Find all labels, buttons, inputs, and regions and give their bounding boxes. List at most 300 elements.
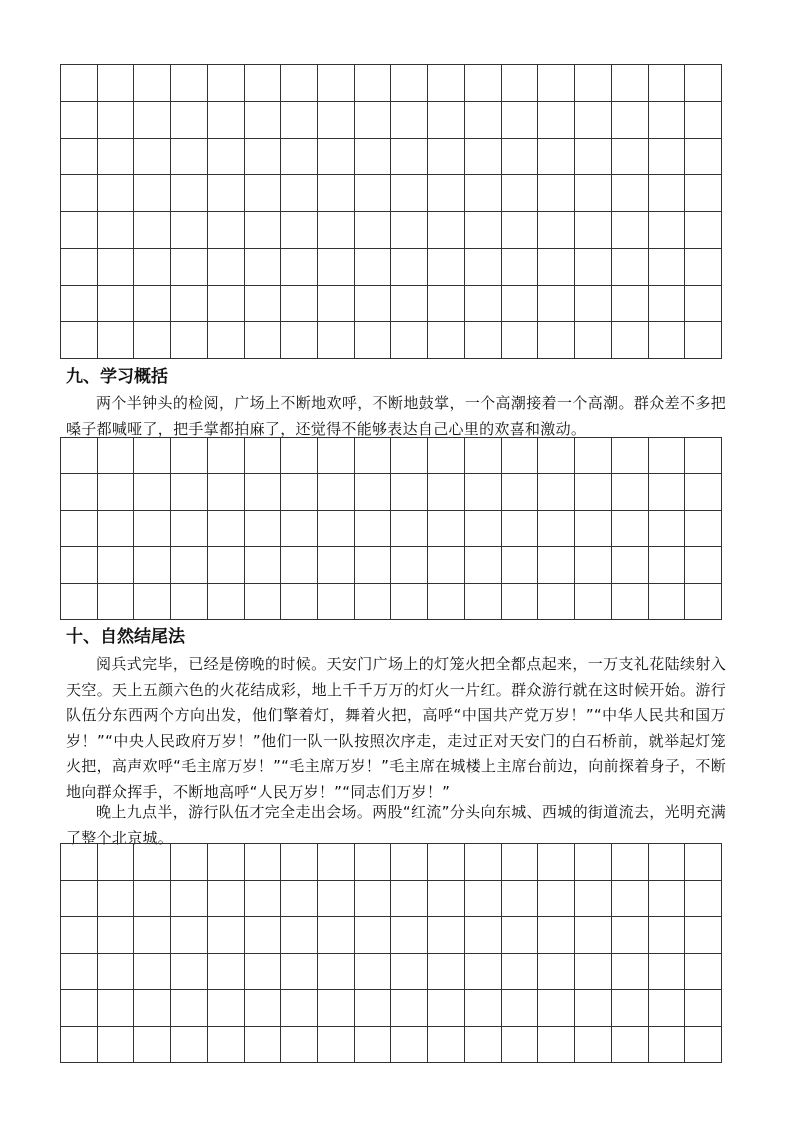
grid-cell: [575, 474, 612, 510]
grid-cell: [685, 139, 722, 176]
grid-cell: [245, 1027, 282, 1064]
grid-cell: [538, 249, 575, 286]
grid-cell: [502, 954, 539, 991]
grid-cell: [208, 474, 245, 510]
grid-cell: [171, 547, 208, 583]
grid-cell: [171, 511, 208, 547]
grid-cell: [208, 954, 245, 991]
grid-cell: [281, 65, 318, 102]
grid-cell: [465, 511, 502, 547]
grid-cell: [428, 917, 465, 954]
grid-cell: [134, 322, 171, 359]
grid-cell: [685, 249, 722, 286]
grid-cell: [612, 249, 649, 286]
grid-cell: [575, 511, 612, 547]
grid-cell: [612, 844, 649, 881]
grid-cell: [538, 286, 575, 323]
section-nine-paragraph: 两个半钟头的检阅，广场上不断地欢呼，不断地鼓掌，一个高潮接着一个高潮。群众差不多把嗓子都喊哑了，把手掌都拍麻了，还觉得不能够表达自己心里的欢喜和激动。: [66, 394, 726, 438]
grid-cell: [685, 547, 722, 583]
grid-cell: [355, 511, 392, 547]
grid-cell: [502, 175, 539, 212]
grid-cell: [391, 917, 428, 954]
grid-cell: [134, 286, 171, 323]
grid-cell: [208, 65, 245, 102]
grid-cell: [465, 102, 502, 139]
grid-cell: [208, 584, 245, 620]
grid-cell: [465, 474, 502, 510]
grid-cell: [318, 511, 355, 547]
grid-cell: [685, 175, 722, 212]
grid-cell: [134, 65, 171, 102]
section-heading-nine: 九、学习概括: [66, 367, 168, 387]
grid-cell: [502, 249, 539, 286]
grid-cell: [281, 547, 318, 583]
grid-cell: [355, 438, 392, 474]
grid-cell: [61, 844, 98, 881]
grid-cell: [612, 65, 649, 102]
grid-cell: [318, 249, 355, 286]
grid-cell: [318, 547, 355, 583]
grid-cell: [612, 511, 649, 547]
grid-cell: [281, 990, 318, 1027]
grid-cell: [391, 990, 428, 1027]
grid-cell: [612, 438, 649, 474]
grid-cell: [465, 139, 502, 176]
grid-cell: [171, 175, 208, 212]
grid-cell: [245, 65, 282, 102]
grid-cell: [575, 322, 612, 359]
grid-cell: [612, 547, 649, 583]
grid-cell: [61, 584, 98, 620]
grid-cell: [245, 249, 282, 286]
grid-cell: [391, 102, 428, 139]
grid-cell: [428, 954, 465, 991]
grid-cell: [245, 438, 282, 474]
grid-cell: [428, 511, 465, 547]
grid-cell: [318, 990, 355, 1027]
grid-cell: [281, 212, 318, 249]
grid-cell: [245, 212, 282, 249]
grid-cell: [318, 881, 355, 918]
grid-cell: [245, 547, 282, 583]
grid-cell: [134, 1027, 171, 1064]
grid-cell: [245, 139, 282, 176]
grid-cell: [171, 139, 208, 176]
grid-cell: [208, 286, 245, 323]
grid-cell: [355, 65, 392, 102]
grid-cell: [134, 102, 171, 139]
grid-cell: [281, 511, 318, 547]
grid-cell: [61, 547, 98, 583]
grid-cell: [649, 212, 686, 249]
grid-cell: [171, 1027, 208, 1064]
grid-cell: [428, 1027, 465, 1064]
grid-cell: [465, 212, 502, 249]
grid-cell: [538, 102, 575, 139]
grid-cell: [685, 438, 722, 474]
grid-cell: [502, 844, 539, 881]
grid-cell: [355, 547, 392, 583]
grid-cell: [355, 584, 392, 620]
grid-cell: [208, 844, 245, 881]
grid-cell: [318, 102, 355, 139]
grid-cell: [61, 249, 98, 286]
grid-cell: [502, 139, 539, 176]
grid-cell: [538, 881, 575, 918]
grid-cell: [538, 65, 575, 102]
grid-cell: [171, 474, 208, 510]
grid-cell: [538, 1027, 575, 1064]
grid-cell: [208, 139, 245, 176]
grid-cell: [575, 212, 612, 249]
grid-cell: [355, 474, 392, 510]
grid-cell: [61, 1027, 98, 1064]
grid-cell: [649, 954, 686, 991]
grid-cell: [685, 212, 722, 249]
grid-cell: [649, 322, 686, 359]
grid-cell: [208, 249, 245, 286]
grid-cell: [318, 954, 355, 991]
grid-cell: [502, 65, 539, 102]
grid-cell: [391, 474, 428, 510]
grid-cell: [355, 139, 392, 176]
grid-cell: [208, 102, 245, 139]
grid-cell: [502, 438, 539, 474]
grid-cell: [355, 844, 392, 881]
grid-cell: [208, 438, 245, 474]
grid-cell: [171, 954, 208, 991]
grid-cell: [171, 438, 208, 474]
grid-cell: [61, 286, 98, 323]
grid-cell: [465, 917, 502, 954]
grid-cell: [649, 249, 686, 286]
grid-cell: [649, 1027, 686, 1064]
grid-cell: [575, 954, 612, 991]
grid-cell: [391, 322, 428, 359]
grid-cell: [98, 322, 135, 359]
grid-cell: [98, 547, 135, 583]
grid-cell: [318, 584, 355, 620]
grid-cell: [575, 65, 612, 102]
grid-cell: [538, 438, 575, 474]
grid-cell: [208, 511, 245, 547]
section-ten-paragraph-2: 晚上九点半，游行队伍才完全走出会场。两股“红流”分头向东城、西城的街道流去，光明充满了整个北京城。: [66, 803, 726, 847]
grid-cell: [502, 322, 539, 359]
grid-cell: [134, 917, 171, 954]
grid-cell: [649, 844, 686, 881]
grid-cell: [575, 584, 612, 620]
grid-cell: [61, 175, 98, 212]
grid-cell: [428, 65, 465, 102]
grid-cell: [428, 584, 465, 620]
grid-cell: [575, 881, 612, 918]
grid-cell: [391, 1027, 428, 1064]
grid-cell: [171, 65, 208, 102]
grid-cell: [538, 844, 575, 881]
grid-cell: [208, 547, 245, 583]
grid-cell: [281, 139, 318, 176]
grid-cell: [612, 990, 649, 1027]
grid-cell: [281, 249, 318, 286]
grid-cell: [98, 249, 135, 286]
grid-cell: [391, 286, 428, 323]
grid-cell: [171, 881, 208, 918]
grid-cell: [281, 102, 318, 139]
grid-cell: [134, 990, 171, 1027]
grid-cell: [465, 286, 502, 323]
grid-cell: [391, 954, 428, 991]
grid-cell: [98, 212, 135, 249]
grid-cell: [355, 286, 392, 323]
grid-cell: [391, 212, 428, 249]
grid-cell: [61, 954, 98, 991]
grid-cell: [391, 139, 428, 176]
section-heading-ten: 十、自然结尾法: [66, 627, 185, 647]
grid-cell: [685, 844, 722, 881]
grid-cell: [649, 286, 686, 323]
grid-cell: [355, 175, 392, 212]
grid-cell: [465, 584, 502, 620]
grid-cell: [208, 1027, 245, 1064]
grid-cell: [98, 584, 135, 620]
grid-cell: [318, 212, 355, 249]
grid-cell: [61, 438, 98, 474]
grid-cell: [465, 1027, 502, 1064]
grid-cell: [208, 881, 245, 918]
grid-cell: [575, 438, 612, 474]
grid-cell: [171, 212, 208, 249]
grid-cell: [134, 584, 171, 620]
grid-cell: [612, 474, 649, 510]
grid-cell: [649, 102, 686, 139]
grid-cell: [245, 511, 282, 547]
grid-cell: [245, 917, 282, 954]
grid-cell: [685, 474, 722, 510]
grid-cell: [134, 175, 171, 212]
grid-cell: [428, 212, 465, 249]
grid-cell: [502, 990, 539, 1027]
grid-cell: [685, 102, 722, 139]
grid-cell: [281, 584, 318, 620]
grid-cell: [245, 881, 282, 918]
grid-cell: [575, 139, 612, 176]
grid-cell: [318, 438, 355, 474]
grid-cell: [465, 249, 502, 286]
grid-cell: [649, 547, 686, 583]
grid-cell: [318, 286, 355, 323]
grid-cell: [575, 175, 612, 212]
grid-cell: [465, 322, 502, 359]
grid-cell: [502, 511, 539, 547]
grid-cell: [318, 65, 355, 102]
grid-cell: [685, 954, 722, 991]
grid-cell: [61, 990, 98, 1027]
grid-cell: [502, 547, 539, 583]
grid-cell: [171, 917, 208, 954]
grid-cell: [649, 511, 686, 547]
writing-grid-top: [60, 64, 722, 359]
grid-cell: [355, 1027, 392, 1064]
grid-cell: [538, 175, 575, 212]
grid-cell: [465, 547, 502, 583]
grid-cell: [134, 212, 171, 249]
grid-cell: [612, 175, 649, 212]
grid-cell: [502, 286, 539, 323]
grid-cell: [355, 102, 392, 139]
grid-cell: [649, 990, 686, 1027]
grid-cell: [612, 881, 649, 918]
grid-cell: [502, 917, 539, 954]
grid-cell: [98, 990, 135, 1027]
grid-cell: [391, 844, 428, 881]
grid-cell: [134, 881, 171, 918]
grid-cell: [428, 286, 465, 323]
grid-cell: [134, 954, 171, 991]
grid-cell: [649, 474, 686, 510]
grid-cell: [649, 175, 686, 212]
grid-cell: [245, 954, 282, 991]
grid-cell: [318, 1027, 355, 1064]
grid-cell: [208, 990, 245, 1027]
grid-cell: [281, 917, 318, 954]
grid-cell: [538, 954, 575, 991]
grid-cell: [575, 286, 612, 323]
grid-cell: [575, 990, 612, 1027]
grid-cell: [318, 175, 355, 212]
section-ten-paragraph-1: 阅兵式完毕，已经是傍晚的时候。天安门广场上的灯笼火把全都点起来，一万支礼花陆续射入天空。天上五颜六色的火花结成彩，地上千千万万的灯火一片红。群众游行就在这时候开始。游行队伍分东西两个方向出发，他们擎着灯，舞着火把，高呼“中国共产党万岁！”“中华人民共和国万岁！”“中央人民政府万岁！”他们一队一队按照次序走，走过正对天安门的白石桥前，就举起灯笼火把，高声欢呼“毛主席万岁！”“毛主席万岁！”毛主席在城楼上主席台前边，向前探着身子，不断地向群众挥手，不断地高呼“人民万岁！”“同志们万岁！”: [66, 655, 726, 801]
grid-cell: [98, 139, 135, 176]
writing-grid-bottom: [60, 843, 722, 1063]
grid-cell: [685, 1027, 722, 1064]
grid-cell: [428, 990, 465, 1027]
grid-cell: [98, 881, 135, 918]
grid-cell: [61, 917, 98, 954]
grid-cell: [428, 881, 465, 918]
grid-cell: [61, 474, 98, 510]
grid-cell: [98, 286, 135, 323]
grid-cell: [428, 249, 465, 286]
grid-cell: [465, 844, 502, 881]
grid-cell: [245, 322, 282, 359]
grid-cell: [538, 212, 575, 249]
grid-cell: [98, 438, 135, 474]
grid-cell: [575, 1027, 612, 1064]
grid-cell: [428, 102, 465, 139]
grid-cell: [134, 474, 171, 510]
grid-cell: [134, 438, 171, 474]
grid-cell: [391, 584, 428, 620]
grid-cell: [281, 1027, 318, 1064]
grid-cell: [355, 322, 392, 359]
grid-cell: [685, 917, 722, 954]
grid-cell: [612, 322, 649, 359]
grid-cell: [134, 139, 171, 176]
grid-cell: [391, 65, 428, 102]
grid-cell: [318, 322, 355, 359]
grid-cell: [502, 1027, 539, 1064]
grid-cell: [98, 511, 135, 547]
writing-grid-middle: [60, 437, 722, 620]
grid-cell: [61, 102, 98, 139]
grid-cell: [428, 438, 465, 474]
grid-cell: [428, 139, 465, 176]
grid-cell: [612, 954, 649, 991]
grid-cell: [98, 954, 135, 991]
grid-cell: [134, 547, 171, 583]
grid-cell: [245, 286, 282, 323]
grid-cell: [391, 511, 428, 547]
grid-cell: [465, 954, 502, 991]
grid-cell: [685, 286, 722, 323]
grid-cell: [245, 584, 282, 620]
grid-cell: [208, 322, 245, 359]
grid-cell: [134, 249, 171, 286]
grid-cell: [612, 584, 649, 620]
grid-cell: [355, 990, 392, 1027]
grid-cell: [318, 139, 355, 176]
grid-cell: [355, 881, 392, 918]
grid-cell: [538, 322, 575, 359]
grid-cell: [465, 175, 502, 212]
grid-cell: [649, 584, 686, 620]
grid-cell: [428, 844, 465, 881]
grid-cell: [245, 844, 282, 881]
grid-cell: [281, 322, 318, 359]
grid-cell: [98, 474, 135, 510]
grid-cell: [61, 65, 98, 102]
grid-cell: [171, 286, 208, 323]
grid-cell: [465, 990, 502, 1027]
grid-cell: [612, 286, 649, 323]
grid-cell: [318, 474, 355, 510]
grid-cell: [502, 584, 539, 620]
grid-cell: [171, 322, 208, 359]
grid-cell: [649, 881, 686, 918]
grid-cell: [428, 175, 465, 212]
grid-cell: [208, 175, 245, 212]
grid-cell: [575, 547, 612, 583]
grid-cell: [61, 212, 98, 249]
grid-cell: [465, 65, 502, 102]
grid-cell: [281, 438, 318, 474]
grid-cell: [538, 547, 575, 583]
grid-cell: [98, 102, 135, 139]
grid-cell: [355, 249, 392, 286]
grid-cell: [502, 881, 539, 918]
grid-cell: [391, 881, 428, 918]
grid-cell: [245, 175, 282, 212]
grid-cell: [575, 917, 612, 954]
grid-cell: [538, 474, 575, 510]
grid-cell: [318, 844, 355, 881]
grid-cell: [685, 511, 722, 547]
grid-cell: [575, 249, 612, 286]
grid-cell: [318, 917, 355, 954]
grid-cell: [281, 175, 318, 212]
grid-cell: [281, 844, 318, 881]
grid-cell: [245, 474, 282, 510]
grid-cell: [208, 917, 245, 954]
grid-cell: [612, 212, 649, 249]
grid-cell: [281, 954, 318, 991]
grid-cell: [391, 547, 428, 583]
grid-cell: [428, 322, 465, 359]
grid-cell: [428, 547, 465, 583]
grid-cell: [355, 917, 392, 954]
grid-cell: [98, 65, 135, 102]
grid-cell: [538, 584, 575, 620]
grid-cell: [538, 990, 575, 1027]
